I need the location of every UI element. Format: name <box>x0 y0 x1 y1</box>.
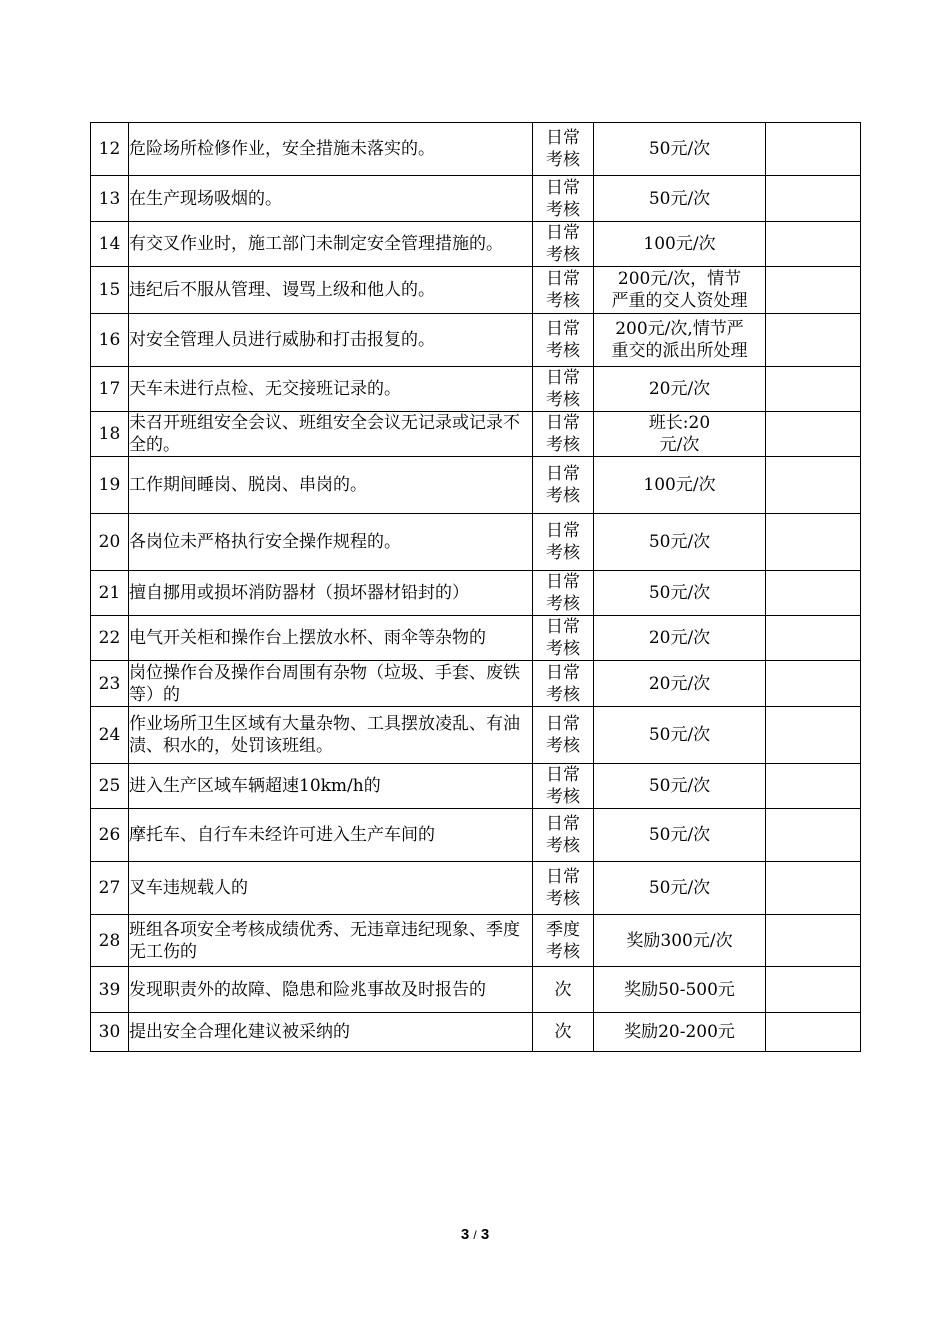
table-row <box>91 514 861 571</box>
row-blank-cell <box>766 514 861 571</box>
table-row <box>91 457 861 514</box>
row-assessment-type: 次 <box>533 967 594 1013</box>
row-item: 电气开关柜和操作台上摆放水杯、雨伞等杂物的 <box>129 616 533 661</box>
row-item: 有交叉作业时，施工部门未制定安全管理措施的。 <box>129 222 533 267</box>
row-amount: 100元/次 <box>594 222 766 267</box>
table-row <box>91 176 861 222</box>
row-item: 危险场所检修作业，安全措施未落实的。 <box>129 123 533 176</box>
row-assessment-type: 日常 考核 <box>533 707 594 764</box>
row-number: 20 <box>91 514 129 571</box>
row-number: 12 <box>91 123 129 176</box>
row-blank-cell <box>766 1013 861 1052</box>
row-amount: 50元/次 <box>594 862 766 915</box>
row-item: 各岗位未严格执行安全操作规程的。 <box>129 514 533 571</box>
table-row <box>91 862 861 915</box>
row-number: 27 <box>91 862 129 915</box>
table-row <box>91 809 861 862</box>
row-assessment-type: 日常 考核 <box>533 222 594 267</box>
row-item: 提出安全合理化建议被采纳的 <box>129 1013 533 1052</box>
row-number: 21 <box>91 571 129 616</box>
row-blank-cell <box>766 571 861 616</box>
table-row <box>91 412 861 457</box>
row-assessment-type: 日常 考核 <box>533 514 594 571</box>
row-amount: 奖励20-200元 <box>594 1013 766 1052</box>
row-amount: 20元/次 <box>594 367 766 412</box>
row-number: 17 <box>91 367 129 412</box>
table-row <box>91 967 861 1013</box>
row-assessment-type: 日常 考核 <box>533 457 594 514</box>
row-number: 22 <box>91 616 129 661</box>
row-assessment-type: 次 <box>533 1013 594 1052</box>
table-row <box>91 616 861 661</box>
row-item: 作业场所卫生区域有大量杂物、工具摆放凌乱、有油渍、积水的，处罚该班组。 <box>129 707 533 764</box>
row-amount: 200元/次，情节 严重的交人资处理 <box>594 267 766 314</box>
row-item: 违纪后不服从管理、谩骂上级和他人的。 <box>129 267 533 314</box>
row-amount: 50元/次 <box>594 764 766 809</box>
row-item: 叉车违规载人的 <box>129 862 533 915</box>
row-number: 19 <box>91 457 129 514</box>
row-blank-cell <box>766 176 861 222</box>
row-blank-cell <box>766 809 861 862</box>
row-number: 23 <box>91 661 129 707</box>
row-amount: 200元/次,情节严 重交的派出所处理 <box>594 314 766 367</box>
row-number: 18 <box>91 412 129 457</box>
row-item: 在生产现场吸烟的。 <box>129 176 533 222</box>
row-blank-cell <box>766 862 861 915</box>
row-amount: 50元/次 <box>594 176 766 222</box>
row-amount: 50元/次 <box>594 707 766 764</box>
page-current: 3 <box>460 1226 470 1243</box>
row-blank-cell <box>766 707 861 764</box>
row-assessment-type: 日常 考核 <box>533 123 594 176</box>
row-blank-cell <box>766 314 861 367</box>
row-item: 对安全管理人员进行威胁和打击报复的。 <box>129 314 533 367</box>
row-amount: 50元/次 <box>594 514 766 571</box>
row-assessment-type: 日常 考核 <box>533 862 594 915</box>
row-amount: 50元/次 <box>594 123 766 176</box>
row-blank-cell <box>766 222 861 267</box>
row-item: 工作期间睡岗、脱岗、串岗的。 <box>129 457 533 514</box>
row-amount: 班长:20 元/次 <box>594 412 766 457</box>
row-amount: 20元/次 <box>594 616 766 661</box>
row-assessment-type: 日常 考核 <box>533 314 594 367</box>
table-row <box>91 367 861 412</box>
row-amount: 奖励300元/次 <box>594 915 766 967</box>
table-row <box>91 571 861 616</box>
penalty-table-body <box>91 123 861 1052</box>
row-blank-cell <box>766 661 861 707</box>
row-blank-cell <box>766 967 861 1013</box>
row-blank-cell <box>766 412 861 457</box>
row-blank-cell <box>766 764 861 809</box>
table-row <box>91 764 861 809</box>
row-number: 26 <box>91 809 129 862</box>
row-item: 未召开班组安全会议、班组安全会议无记录或记录不全的。 <box>129 412 533 457</box>
row-item: 摩托车、自行车未经许可进入生产车间的 <box>129 809 533 862</box>
row-assessment-type: 季度 考核 <box>533 915 594 967</box>
row-item: 进入生产区域车辆超速10km/h的 <box>129 764 533 809</box>
row-assessment-type: 日常 考核 <box>533 367 594 412</box>
row-number: 15 <box>91 267 129 314</box>
row-item: 天车未进行点检、无交接班记录的。 <box>129 367 533 412</box>
page-number <box>0 1226 950 1243</box>
row-number: 28 <box>91 915 129 967</box>
row-blank-cell <box>766 123 861 176</box>
row-assessment-type: 日常 考核 <box>533 176 594 222</box>
row-assessment-type: 日常 考核 <box>533 764 594 809</box>
table-row <box>91 1013 861 1052</box>
table-row <box>91 661 861 707</box>
table-row <box>91 123 861 176</box>
row-number: 24 <box>91 707 129 764</box>
row-amount: 50元/次 <box>594 809 766 862</box>
row-assessment-type: 日常 考核 <box>533 412 594 457</box>
row-number: 25 <box>91 764 129 809</box>
row-assessment-type: 日常 考核 <box>533 661 594 707</box>
row-assessment-type: 日常 考核 <box>533 267 594 314</box>
penalty-table <box>90 122 861 1052</box>
row-amount: 奖励50-500元 <box>594 967 766 1013</box>
row-blank-cell <box>766 267 861 314</box>
row-number: 16 <box>91 314 129 367</box>
row-blank-cell <box>766 616 861 661</box>
page-separator: / <box>473 1228 477 1242</box>
table-row <box>91 707 861 764</box>
table-row <box>91 222 861 267</box>
row-number: 39 <box>91 967 129 1013</box>
row-number: 13 <box>91 176 129 222</box>
page-total: 3 <box>480 1226 490 1243</box>
row-blank-cell <box>766 915 861 967</box>
row-blank-cell <box>766 367 861 412</box>
table-row <box>91 267 861 314</box>
row-blank-cell <box>766 457 861 514</box>
row-assessment-type: 日常 考核 <box>533 809 594 862</box>
table-row <box>91 915 861 967</box>
row-number: 14 <box>91 222 129 267</box>
row-number: 30 <box>91 1013 129 1052</box>
row-amount: 100元/次 <box>594 457 766 514</box>
row-item: 发现职责外的故障、隐患和险兆事故及时报告的 <box>129 967 533 1013</box>
table-row <box>91 314 861 367</box>
row-assessment-type: 日常 考核 <box>533 616 594 661</box>
row-assessment-type: 日常 考核 <box>533 571 594 616</box>
row-amount: 50元/次 <box>594 571 766 616</box>
row-amount: 20元/次 <box>594 661 766 707</box>
row-item: 班组各项安全考核成绩优秀、无违章违纪现象、季度无工伤的 <box>129 915 533 967</box>
row-item: 擅自挪用或损坏消防器材（损坏器材铅封的） <box>129 571 533 616</box>
row-item: 岗位操作台及操作台周围有杂物（垃圾、手套、废铁等）的 <box>129 661 533 707</box>
